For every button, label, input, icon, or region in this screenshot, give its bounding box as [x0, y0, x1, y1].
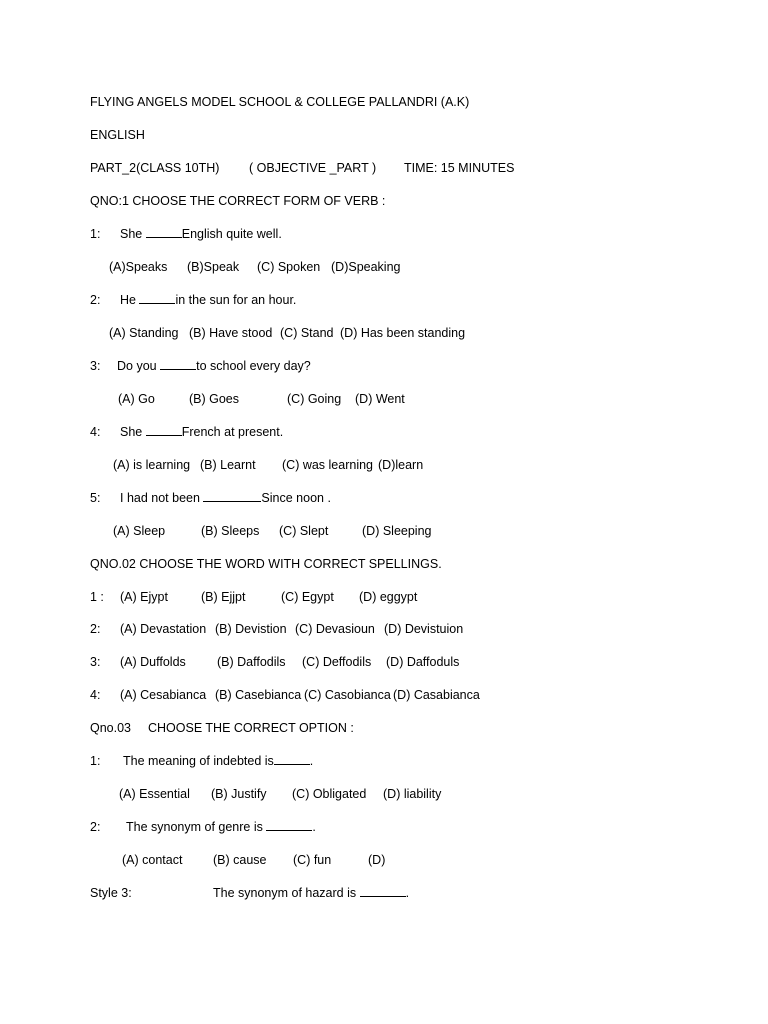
option-b: (B) Have stood [189, 326, 273, 340]
answer-blank [146, 424, 182, 436]
item-number: 2: [90, 622, 101, 636]
item-number: 5: [90, 491, 101, 505]
option-d: (D) Sleeping [362, 524, 432, 538]
option-b: (B) cause [213, 853, 267, 867]
option-b: (B)Speak [187, 260, 240, 274]
option-c: (C) Going [287, 392, 342, 406]
section-label: ( OBJECTIVE _PART ) [249, 161, 377, 175]
option-c: (C) Egypt [281, 590, 334, 604]
item-number: Style 3: [90, 886, 132, 900]
option-d: (D) Devistuion [384, 622, 464, 636]
option-b: (B) Devistion [215, 622, 287, 636]
option-c: (C) Obligated [292, 787, 367, 801]
question-text: The meaning of indebted is . [123, 754, 314, 768]
question-text: He in the sun for an hour. [120, 293, 297, 307]
time-label: TIME: 15 MINUTES [404, 161, 515, 175]
item-number: 4: [90, 688, 101, 702]
item-number: 1: [90, 754, 101, 768]
option-c: (C) Slept [279, 524, 329, 538]
question-text: She French at present. [120, 425, 284, 439]
answer-blank [360, 885, 406, 897]
option-d: (D)Speaking [331, 260, 401, 274]
option-a: (A) Devastation [120, 622, 207, 636]
option-d: (D) [368, 853, 386, 867]
option-b: (B) Sleeps [201, 524, 260, 538]
option-a: (A) Ejypt [120, 590, 168, 604]
answer-blank [139, 292, 175, 304]
question-text: She English quite well. [120, 227, 282, 241]
q3-instruction: CHOOSE THE CORRECT OPTION : [148, 721, 354, 735]
item-number: 3: [90, 655, 101, 669]
option-a: (A)Speaks [109, 260, 168, 274]
answer-blank [274, 753, 310, 765]
part-label: PART_2(CLASS 10TH) [90, 161, 220, 175]
option-a: (A) contact [122, 853, 183, 867]
option-c: (C) Casobianca [304, 688, 391, 702]
option-c: (C) Devasioun [295, 622, 375, 636]
q3-number: Qno.03 [90, 721, 132, 735]
item-number: 1: [90, 227, 101, 241]
question-text: Do you to school every day? [117, 359, 311, 373]
answer-blank [160, 358, 196, 370]
option-a: (A) Standing [109, 326, 179, 340]
option-a: (A) Duffolds [120, 655, 186, 669]
subject-title: ENGLISH [90, 128, 145, 142]
option-b: (B) Casebianca [215, 688, 302, 702]
answer-blank [146, 226, 182, 238]
item-number: 1 : [90, 590, 104, 604]
option-c: (C) Spoken [257, 260, 321, 274]
question-text: I had not been Since noon . [120, 491, 331, 505]
item-number: 4: [90, 425, 101, 439]
option-c: (C) was learning [282, 458, 374, 472]
option-a: (A) is learning [113, 458, 191, 472]
option-a: (A) Sleep [113, 524, 166, 538]
option-b: (B) Justify [211, 787, 267, 801]
option-d: (D)learn [378, 458, 424, 472]
option-b: (B) Goes [189, 392, 240, 406]
question-text: The synonym of genre is . [126, 820, 316, 834]
item-number: 2: [90, 820, 101, 834]
option-c: (C) fun [293, 853, 332, 867]
option-b: (B) Ejjpt [201, 590, 246, 604]
item-number: 3: [90, 359, 101, 373]
question-text: The synonym of hazard is . [213, 886, 410, 900]
option-d: (D) Casabianca [393, 688, 480, 702]
option-d: (D) eggypt [359, 590, 418, 604]
option-b: (B) Daffodils [217, 655, 286, 669]
option-a: (A) Cesabianca [120, 688, 207, 702]
option-b: (B) Learnt [200, 458, 256, 472]
option-d: (D) Has been standing [340, 326, 466, 340]
answer-blank [266, 819, 312, 831]
option-d: (D) Went [355, 392, 405, 406]
q2-heading: QNO.02 CHOOSE THE WORD WITH CORRECT SPELLINGS. [90, 557, 442, 571]
option-a: (A) Go [118, 392, 155, 406]
option-d: (D) liability [383, 787, 442, 801]
q1-heading: QNO:1 CHOOSE THE CORRECT FORM OF VERB : [90, 194, 386, 208]
item-number: 2: [90, 293, 101, 307]
school-name: FLYING ANGELS MODEL SCHOOL & COLLEGE PALLANDRI (A.K) [90, 95, 470, 109]
option-c: (C) Stand [280, 326, 334, 340]
option-a: (A) Essential [119, 787, 190, 801]
answer-blank [203, 490, 261, 502]
option-d: (D) Daffoduls [386, 655, 460, 669]
option-c: (C) Deffodils [302, 655, 372, 669]
